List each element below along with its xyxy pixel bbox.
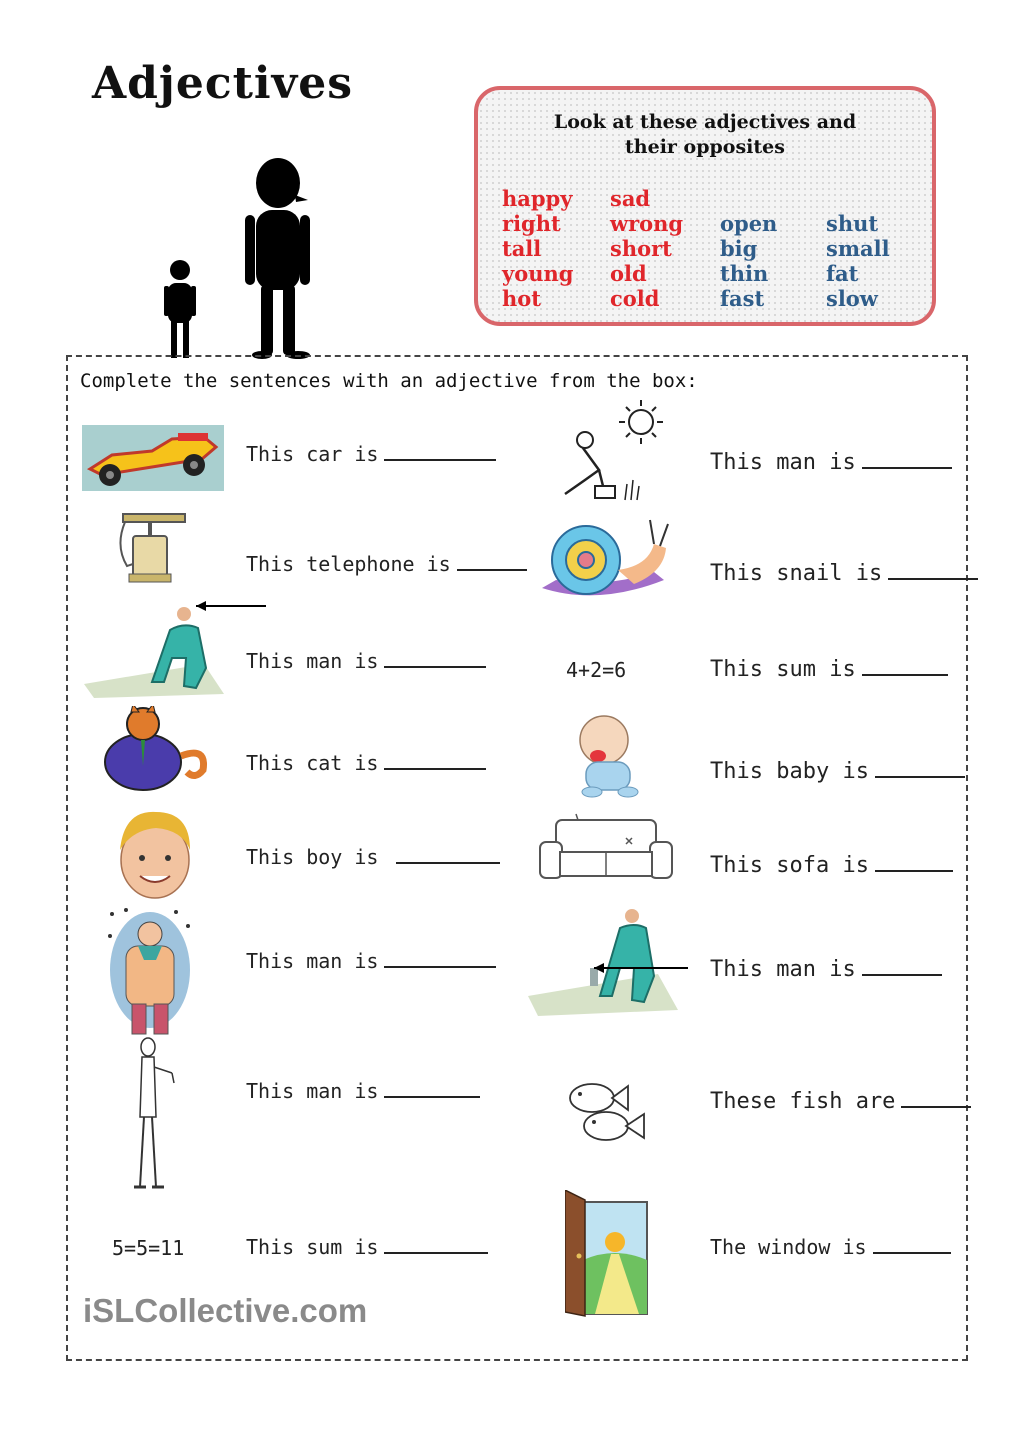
word-short: short <box>610 236 672 261</box>
sentence-left-3 <box>246 648 486 673</box>
sentence-right-8 <box>710 1234 951 1259</box>
word-thin: thin <box>720 261 769 286</box>
sentence-text: This boy is <box>246 845 379 869</box>
word-big: big <box>720 236 758 261</box>
answer-blank[interactable] <box>384 1234 488 1254</box>
sentence-text: This cat is <box>246 751 379 775</box>
word-cold: cold <box>610 286 660 311</box>
word-small: small <box>826 236 890 261</box>
sentence-left-1 <box>246 441 496 466</box>
word-happy: happy <box>502 186 573 211</box>
answer-blank[interactable] <box>396 844 500 864</box>
answer-blank[interactable] <box>384 648 486 668</box>
answer-blank[interactable] <box>384 1078 480 1098</box>
hot-man-icon <box>545 400 671 504</box>
word-hot: hot <box>502 286 541 311</box>
sentence-left-4 <box>246 750 486 775</box>
answer-blank[interactable] <box>862 449 952 469</box>
word-right: right <box>502 211 561 236</box>
sentence-text: This man is <box>246 949 379 973</box>
sentence-left-6 <box>246 948 496 973</box>
race-car-icon <box>82 425 224 491</box>
sentence-left-5 <box>246 844 500 869</box>
opposites-heading-line1: Look at these adjectives and <box>553 111 857 133</box>
opposites-heading-line2: their opposites <box>625 136 785 158</box>
fish-icon <box>558 1076 654 1148</box>
sentence-left-2 <box>246 551 527 576</box>
word-slow: slow <box>826 286 878 311</box>
answer-blank[interactable] <box>384 441 496 461</box>
answer-blank[interactable] <box>873 1234 951 1254</box>
sentence-right-2 <box>710 560 978 586</box>
answer-blank[interactable] <box>875 758 965 778</box>
sum-wrong: 5=5=11 <box>112 1236 185 1260</box>
word-shut: shut <box>826 211 879 236</box>
old-telephone-icon <box>115 506 190 584</box>
sentence-text: This man is <box>710 450 856 475</box>
answer-blank[interactable] <box>384 948 496 968</box>
answer-blank[interactable] <box>384 750 486 770</box>
sum-wrong-2: 4+2=6 <box>566 658 627 682</box>
answer-blank[interactable] <box>862 956 942 976</box>
word-fast: fast <box>720 286 765 311</box>
sentence-right-5 <box>710 852 953 878</box>
sentence-text: This man is <box>246 1079 379 1103</box>
snail-icon <box>538 510 676 606</box>
happy-boy-icon <box>112 806 198 902</box>
word-open: open <box>720 211 778 236</box>
sentence-text: This man is <box>710 957 856 982</box>
word-sad: sad <box>610 186 651 211</box>
sentence-text: This baby is <box>710 759 869 784</box>
tall-short-silhouettes-icon <box>150 150 330 365</box>
sentence-text: These fish are <box>710 1089 896 1114</box>
sentence-text: This sum is <box>246 1235 379 1259</box>
sentence-right-1 <box>710 449 952 475</box>
sentence-right-7 <box>710 1088 971 1114</box>
answer-blank[interactable] <box>901 1088 971 1108</box>
word-wrong: wrong <box>610 211 684 236</box>
sentence-right-3 <box>710 656 948 682</box>
answer-blank[interactable] <box>875 852 953 872</box>
thin-man-icon <box>126 1037 178 1193</box>
sofa-icon <box>536 810 674 886</box>
answer-blank[interactable] <box>888 560 978 580</box>
sentence-text: The window is <box>710 1235 867 1259</box>
sentence-text: This telephone is <box>246 552 451 576</box>
sentence-text: This sum is <box>710 657 856 682</box>
word-tall: tall <box>502 236 542 261</box>
fat-cat-icon <box>97 706 211 796</box>
sentence-right-6 <box>710 956 942 982</box>
short-man-icon <box>528 906 688 1016</box>
sentence-text: This car is <box>246 442 379 466</box>
opposites-box <box>474 86 936 326</box>
answer-blank[interactable] <box>457 551 527 571</box>
tall-man-icon <box>84 598 266 698</box>
word-old: old <box>610 261 647 286</box>
word-young: young <box>502 261 574 286</box>
sentence-left-8 <box>246 1234 488 1259</box>
exercise-instruction: Complete the sentences with an adjective from the box: <box>80 370 698 392</box>
sentence-text: This man is <box>246 649 379 673</box>
footer-watermark: iSLCollective.com <box>83 1292 368 1329</box>
cold-man-icon <box>106 906 194 1036</box>
sentence-text: This snail is <box>710 561 883 586</box>
sentence-text: This sofa is <box>710 853 869 878</box>
answer-blank[interactable] <box>862 656 948 676</box>
open-window-icon <box>565 1190 651 1318</box>
opposites-heading <box>478 110 932 160</box>
baby-icon <box>572 710 644 798</box>
worksheet-title: Adjectives <box>92 58 353 109</box>
word-fat: fat <box>826 261 859 286</box>
sentence-left-7 <box>246 1078 480 1103</box>
sentence-right-4 <box>710 758 965 784</box>
